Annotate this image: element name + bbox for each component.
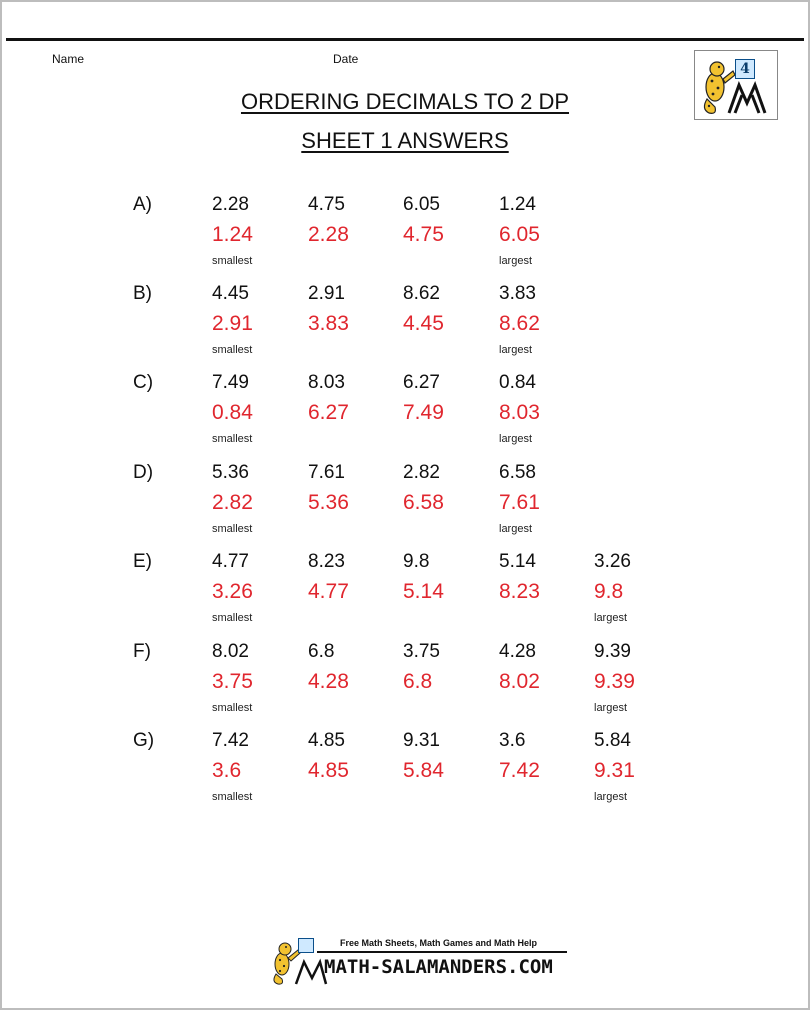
smallest-label: smallest (212, 702, 253, 714)
answer-number: 3.83 (308, 312, 349, 335)
answer-number: 8.62 (499, 312, 540, 335)
grade-badge: 4 (735, 59, 755, 79)
given-number: 6.58 (499, 462, 536, 483)
largest-label: largest (499, 255, 533, 267)
given-number: 5.36 (212, 462, 249, 483)
answer-number: 2.91 (212, 312, 253, 335)
given-number: 8.02 (212, 641, 249, 662)
smallest-label: smallest (212, 344, 253, 356)
given-number: 9.31 (403, 730, 440, 751)
question-row-d (2, 462, 808, 542)
question-row-f (2, 641, 808, 721)
question-row-b (2, 283, 808, 363)
answer-number: 3.26 (212, 580, 253, 603)
row-label: G) (133, 730, 155, 751)
smallest-label: smallest (212, 791, 253, 803)
answer-number: 6.8 (403, 670, 433, 693)
question-row-c (2, 372, 808, 452)
answer-number: 4.28 (308, 670, 349, 693)
answer-number: 8.02 (499, 670, 540, 693)
smallest-label: smallest (212, 255, 253, 267)
name-label: Name (52, 52, 85, 66)
answer-number: 6.58 (403, 491, 444, 514)
given-number: 3.83 (499, 283, 536, 304)
page-subtitle: SHEET 1 ANSWERS (301, 128, 509, 153)
given-number: 7.42 (212, 730, 249, 751)
given-number: 2.28 (212, 194, 249, 215)
footer-site-name: MATH-SALAMANDERS.COM (324, 956, 553, 978)
answer-number: 9.8 (594, 580, 624, 603)
row-label: C) (133, 372, 154, 393)
row-label: B) (133, 283, 152, 304)
worksheet-page (2, 2, 808, 1008)
answer-number: 4.45 (403, 312, 444, 335)
largest-label: largest (594, 612, 628, 624)
given-number: 6.27 (403, 372, 440, 393)
footer-tagline: Free Math Sheets, Math Games and Math Help (340, 938, 538, 948)
given-number: 1.24 (499, 194, 536, 215)
answer-number: 0.84 (212, 401, 253, 424)
given-number: 5.84 (594, 730, 631, 751)
given-number: 4.77 (212, 551, 249, 572)
given-number: 8.23 (308, 551, 345, 572)
answer-number: 6.27 (308, 401, 349, 424)
given-number: 8.03 (308, 372, 345, 393)
answer-number: 5.14 (403, 580, 444, 603)
answer-number: 3.75 (212, 670, 253, 693)
given-number: 6.8 (308, 641, 335, 662)
given-number: 8.62 (403, 283, 440, 304)
answer-number: 2.82 (212, 491, 253, 514)
question-row-g (2, 730, 808, 810)
question-row-e (2, 551, 808, 631)
largest-label: largest (499, 344, 533, 356)
smallest-label: smallest (212, 612, 253, 624)
smallest-label: smallest (212, 523, 253, 535)
footer-badge (298, 938, 314, 953)
largest-label: largest (499, 433, 533, 445)
answer-number: 7.42 (499, 759, 540, 782)
given-number: 9.8 (403, 551, 430, 572)
row-label: E) (133, 551, 152, 572)
answer-number: 5.84 (403, 759, 444, 782)
answer-number: 8.23 (499, 580, 540, 603)
answer-number: 6.05 (499, 223, 540, 246)
smallest-label: smallest (212, 433, 253, 445)
page-title: ORDERING DECIMALS TO 2 DP (240, 89, 570, 114)
row-label: F) (133, 641, 151, 662)
answer-number: 8.03 (499, 401, 540, 424)
answer-number: 4.75 (403, 223, 444, 246)
given-number: 4.45 (212, 283, 249, 304)
largest-label: largest (594, 702, 628, 714)
given-number: 2.91 (308, 283, 345, 304)
given-number: 2.82 (403, 462, 440, 483)
row-label: D) (133, 462, 154, 483)
answer-number: 7.49 (403, 401, 444, 424)
given-number: 5.14 (499, 551, 536, 572)
date-label: Date (333, 52, 359, 66)
given-number: 3.6 (499, 730, 526, 751)
largest-label: largest (499, 523, 533, 535)
answer-number: 3.6 (212, 759, 242, 782)
given-number: 3.26 (594, 551, 631, 572)
row-label: A) (133, 194, 152, 215)
answer-number: 4.77 (308, 580, 349, 603)
answer-number: 9.39 (594, 670, 635, 693)
answer-number: 9.31 (594, 759, 635, 782)
given-number: 4.28 (499, 641, 536, 662)
footer-logo (268, 934, 328, 986)
answer-number: 5.36 (308, 491, 349, 514)
answer-number: 2.28 (308, 223, 349, 246)
given-number: 4.85 (308, 730, 345, 751)
given-number: 9.39 (594, 641, 631, 662)
given-number: 4.75 (308, 194, 345, 215)
given-number: 7.61 (308, 462, 345, 483)
given-number: 6.05 (403, 194, 440, 215)
top-rule (6, 38, 804, 41)
answer-number: 1.24 (212, 223, 253, 246)
given-number: 3.75 (403, 641, 440, 662)
footer-rule (317, 951, 567, 953)
given-number: 7.49 (212, 372, 249, 393)
answer-number: 7.61 (499, 491, 540, 514)
answer-number: 4.85 (308, 759, 349, 782)
given-number: 0.84 (499, 372, 536, 393)
largest-label: largest (594, 791, 628, 803)
question-row-a (2, 194, 808, 274)
